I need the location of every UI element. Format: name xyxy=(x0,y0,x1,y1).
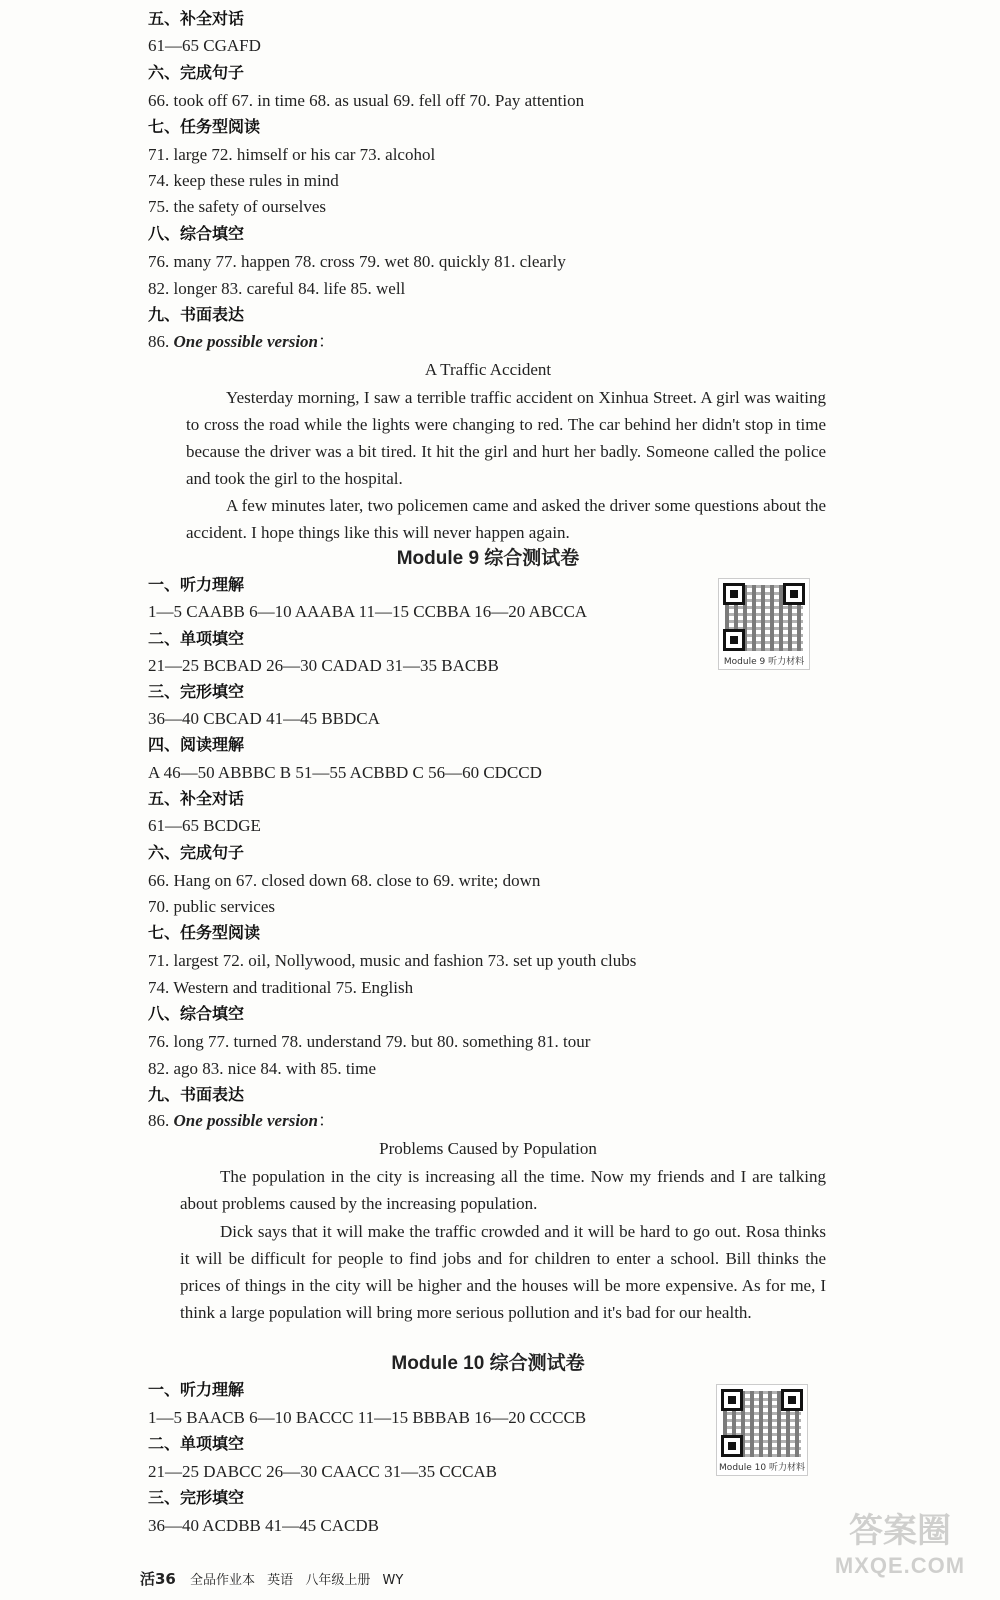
answer-line: 21—25 BCBAD 26—30 CADAD 31—35 BACBB xyxy=(148,656,499,675)
version-line xyxy=(148,1108,830,1134)
question-number: 86. xyxy=(148,332,170,351)
qr-caption: Module 10 听力材料 xyxy=(719,1463,805,1473)
section-heading: 八、综合填空 xyxy=(148,1004,245,1023)
answer-line: 36—40 ACDBB 41—45 CACDB xyxy=(148,1516,379,1535)
version-line xyxy=(148,329,830,355)
essay-paragraph: A few minutes later, two policemen came and asked the driver some questions about the accident. I hope things like this will never happen again. xyxy=(186,496,826,542)
answer-line: 75. the safety of ourselves xyxy=(148,197,326,216)
section-heading: 五、补全对话 xyxy=(148,9,245,28)
page-number: 活36 xyxy=(140,1570,176,1588)
page-footer xyxy=(140,1568,411,1589)
subject: 英语 xyxy=(267,1573,294,1588)
section-heading: 一、听力理解 xyxy=(148,575,245,594)
edition: WY xyxy=(382,1573,404,1588)
answer-line: 1—5 CAABB 6—10 AAABA 11—15 CCBBA 16—20 ABCCA xyxy=(148,602,588,621)
version-colon: ： xyxy=(318,332,335,351)
section-heading: 三、完形填空 xyxy=(148,682,245,701)
answer-line: 74. keep these rules in mind xyxy=(148,171,339,190)
essay-paragraph: Dick says that it will make the traffic crowded and it will be hard to go out. Rosa thinks it will be difficult for people to find jobs and for children to enter a school. Bill thinks the prices of things in the city will be higher and the houses will be more expensive. As for me, I think a large population will bring more serious pollution and it's bad for our health. xyxy=(180,1222,826,1322)
answer-line: 71. largest 72. oil, Nollywood, music and fashion 73. set up youth clubs xyxy=(148,951,637,970)
section-heading: 七、任务型阅读 xyxy=(148,117,261,136)
essay-paragraph: Yesterday morning, I saw a terrible traffic accident on Xinhua Street. A girl was waiting to cross the road while the lights were changing to red. The car behind her didn't stop in time because the driver was a bit tired. It hit the girl and hurt her badly. Someone called the police and took the girl to the hospital. xyxy=(186,388,826,488)
essay-title: Problems Caused by Population xyxy=(379,1139,597,1158)
question-number: 86. xyxy=(148,1111,170,1130)
section-heading: 五、补全对话 xyxy=(148,789,245,808)
section-heading: 六、完成句子 xyxy=(148,63,245,82)
answer-line: 36—40 CBCAD 41—45 BBDCA xyxy=(148,709,380,728)
watermark-text: 答案圈 xyxy=(849,1512,951,1550)
module-title: Module 9 综合测试卷 xyxy=(396,548,580,569)
section-heading: 三、完形填空 xyxy=(148,1488,245,1507)
section-heading: 二、单项填空 xyxy=(148,1434,245,1453)
grade: 八年级上册 xyxy=(305,1573,371,1588)
book-name: 全品作业本 xyxy=(190,1573,256,1588)
answer-line: 61—65 CGAFD xyxy=(148,36,261,55)
answer-line: 21—25 DABCC 26—30 CAACC 31—35 CCCAB xyxy=(148,1462,498,1481)
section-heading: 六、完成句子 xyxy=(148,843,245,862)
answer-line: 61—65 BCDGE xyxy=(148,816,261,835)
version-label: One possible version xyxy=(173,1111,318,1130)
version-label: One possible version xyxy=(173,332,318,351)
section-heading: 一、听力理解 xyxy=(148,1380,245,1399)
answer-line: 66. Hang on 67. closed down 68. close to 69. write; down xyxy=(148,871,541,890)
answer-line: 76. many 77. happen 78. cross 79. wet 80. quickly 81. clearly xyxy=(148,252,566,271)
essay-title: A Traffic Accident xyxy=(424,360,552,379)
answer-line: 74. Western and traditional 75. English xyxy=(148,978,414,997)
answer-line: 66. took off 67. in time 68. as usual 69. fell off 70. Pay attention xyxy=(148,91,585,110)
module-title: Module 10 综合测试卷 xyxy=(391,1353,585,1374)
section-heading: 七、任务型阅读 xyxy=(148,923,261,942)
answer-line: 71. large 72. himself or his car 73. alcohol xyxy=(148,145,436,164)
answer-line: 76. long 77. turned 78. understand 79. but 80. something 81. tour xyxy=(148,1032,591,1051)
qr-caption: Module 9 听力材料 xyxy=(723,657,805,667)
watermark-url: MXQE.COM xyxy=(834,1553,966,1578)
section-heading: 四、阅读理解 xyxy=(148,735,245,754)
watermark-logo xyxy=(820,1510,980,1590)
answer-line: 70. public services xyxy=(148,897,275,916)
answer-line: A 46—50 ABBBC B 51—55 ACBBD C 56—60 CDCCD xyxy=(148,763,542,782)
section-heading: 九、书面表达 xyxy=(148,305,245,324)
answer-line: 82. longer 83. careful 84. life 85. well xyxy=(148,279,406,298)
section-heading: 二、单项填空 xyxy=(148,629,245,648)
answer-line: 82. ago 83. nice 84. with 85. time xyxy=(148,1059,377,1078)
essay-paragraph: The population in the city is increasing all the time. Now my friends and I are talking about problems caused by the increasing population. xyxy=(180,1167,826,1213)
section-heading: 八、综合填空 xyxy=(148,224,245,243)
version-colon: ： xyxy=(318,1111,335,1130)
section-heading: 九、书面表达 xyxy=(148,1085,245,1104)
answer-line: 1—5 BAACB 6—10 BACCC 11—15 BBBAB 16—20 CCCCB xyxy=(148,1408,587,1427)
